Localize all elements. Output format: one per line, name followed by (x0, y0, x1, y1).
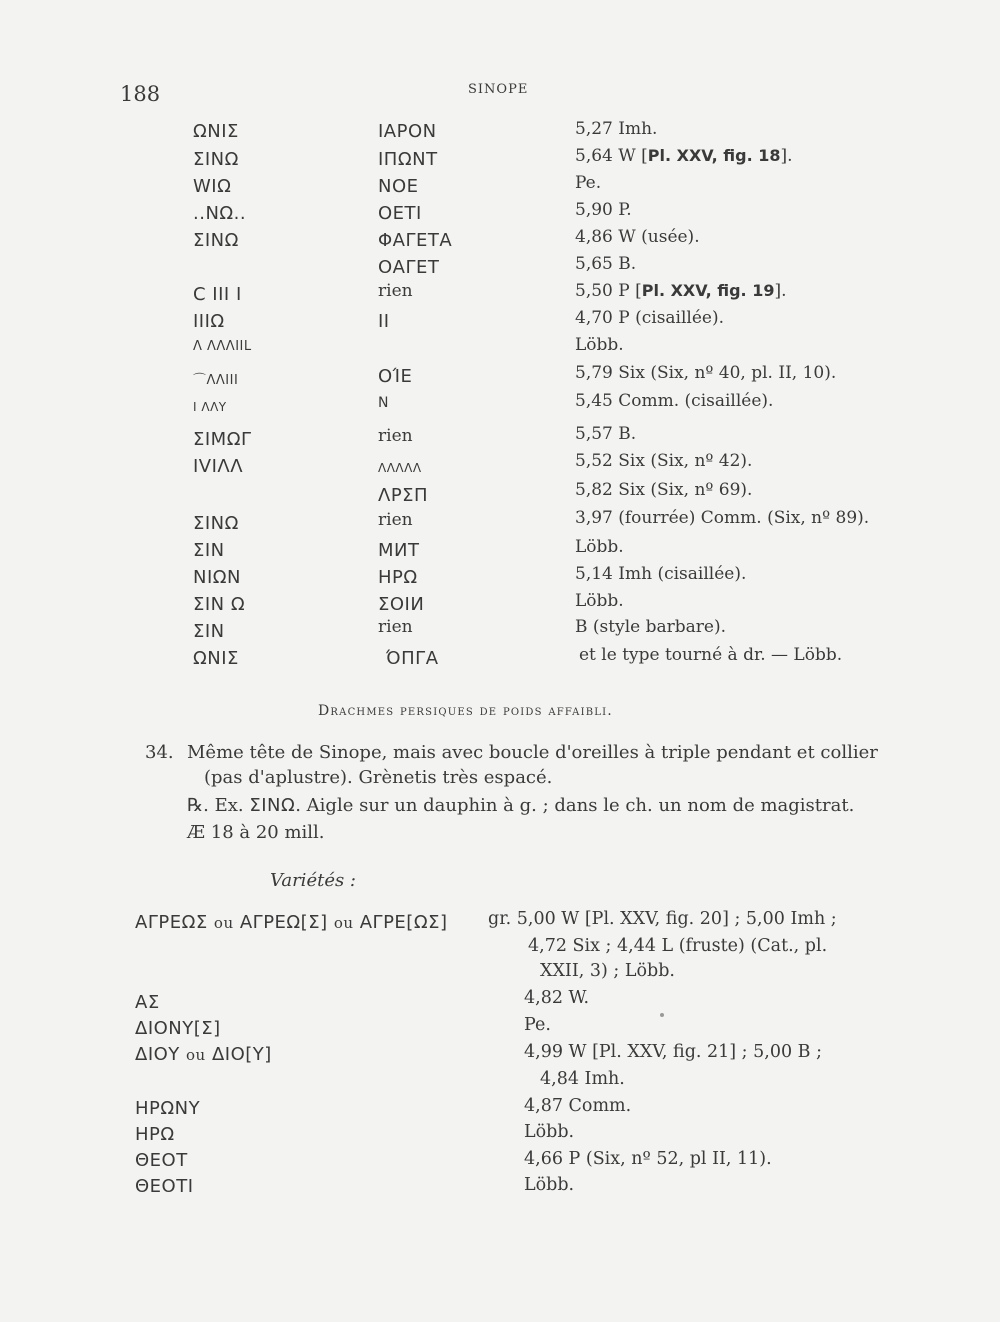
weight-source: 5,45 Comm. (cisaillée). (575, 391, 774, 411)
weight-source: 5,79 Six (Six, nº 40, pl. II, 10). (575, 363, 837, 383)
variety-values: 4,99 W [Pl. XXV, fig. 21] ; 5,00 B ; (524, 1042, 822, 1062)
legend-obverse: ΣΙΝΩ (193, 149, 239, 170)
legend-reverse: Ν (378, 395, 389, 411)
legend-obverse: ΣΙΝ Ω (193, 594, 246, 615)
varieties-title: Variétés : (270, 870, 357, 891)
entry-description: Même tête de Sinope, mais avec boucle d'oreilles à triple pendant et collier (187, 742, 878, 763)
variety-legend: ΑΓΡΕΩΣ ou ΑΓΡΕΩ[Σ] ou ΑΓΡΕ[ΩΣ] (135, 912, 448, 933)
print-speck (660, 1013, 664, 1017)
reverse-legend: ΣΙΝΩ (249, 795, 296, 816)
variety-values-cont: 4,72 Six ; 4,44 L (fruste) (Cat., pl. (528, 936, 828, 956)
weight-source: 5,27 Imh. (575, 119, 658, 139)
legend-reverse: ΟΑΓΕΤ (378, 257, 440, 278)
legend-obverse: ΝΙΩΝ (193, 567, 241, 588)
weight-source: 5,82 Six (Six, nº 69). (575, 480, 753, 500)
weight-source: et le type tourné à dr. — Löbb. (579, 645, 843, 665)
weight-source: B (style barbare). (575, 617, 726, 637)
weight-text-end: ]. (780, 146, 793, 166)
legend-obverse: IIIΩ (193, 311, 225, 332)
variety-values: 4,82 W. (524, 988, 590, 1008)
weight-source: 5,90 P. (575, 200, 632, 220)
legend-obverse: ΣΙΜΩΓ (193, 429, 252, 450)
weight-text-end: ]. (774, 281, 787, 301)
weight-source (575, 281, 787, 301)
weight-source: 5,57 B. (575, 424, 637, 444)
legend-reverse: II (378, 311, 390, 332)
legend-reverse: ΛΡΣΠ (378, 485, 429, 506)
variety-values-cont: XXII, 3) ; Löbb. (540, 961, 675, 981)
weight-source: 4,70 P (cisaillée). (575, 308, 725, 328)
section-title: Drachmes persiques de poids affaibli. (318, 703, 613, 719)
weight-source: 3,97 (fourrée) Comm. (Six, nº 89). (575, 508, 870, 528)
weight-source: Löbb. (575, 537, 624, 557)
legend-reverse: ΙΠΩΝΤ (378, 149, 438, 170)
legend-obverse: I ΛΛΥ (193, 400, 227, 414)
variety-legend: ΔΙΟΥ ou ΔΙΟ[Υ] (135, 1044, 272, 1065)
variety-values: Löbb. (524, 1122, 575, 1142)
variety-values: Pe. (524, 1015, 551, 1035)
variety-legend: ΔΙΟΝΥ[Σ] (135, 1018, 221, 1039)
variety-legend: ΗΡΩ (135, 1124, 175, 1145)
variety-values: Löbb. (524, 1175, 575, 1195)
variety-legend: ΘΕΟΤ (135, 1150, 188, 1171)
variety-values: 4,87 Comm. (524, 1096, 632, 1116)
legend-reverse: ΦΑΓΕΤΑ (378, 230, 453, 251)
variety-values-cont: 4,84 Imh. (540, 1069, 625, 1089)
legend-reverse: ΛΛΛΛΛ (378, 461, 422, 475)
plate-reference: Pl. XXV, fig. 19 (641, 281, 775, 300)
weight-source: Pe. (575, 173, 602, 193)
reverse-text: . Aigle sur un dauphin à g. ; dans le ch. un nom de magistrat. (295, 795, 855, 816)
reverse-description (187, 795, 854, 816)
legend-obverse: WIΩ (193, 176, 232, 197)
legend-obverse: C III I (193, 284, 242, 305)
plate-reference: Pl. XXV, fig. 18 (647, 146, 781, 165)
legend-obverse: ΩΝΙΣ (193, 648, 239, 669)
weight-source: Löbb. (575, 591, 624, 611)
legend-reverse: rien (378, 510, 413, 530)
reverse-prefix: ℞. Ex. (187, 795, 244, 816)
legend-obverse: ΣΙΝ (193, 540, 225, 561)
legend-obverse: ΣΙΝΩ (193, 513, 239, 534)
legend-obverse: IVIΛΛ (193, 456, 244, 477)
weight-source (575, 146, 793, 166)
legend-obverse: ..NΩ.. (193, 203, 247, 224)
entry-number: 34. (145, 742, 174, 763)
running-head: SINOPE (468, 82, 529, 97)
legend-obverse: ΩΝΙΣ (193, 121, 239, 142)
legend-reverse: IAPON (378, 121, 437, 142)
legend-reverse: ΌΠΓΑ (386, 648, 439, 669)
legend-reverse: OETI (378, 203, 422, 224)
legend-reverse: rien (378, 617, 413, 637)
legend-reverse: ΜИΤ (378, 540, 420, 561)
metal-size: Æ 18 à 20 mill. (187, 822, 325, 843)
weight-source: 4,86 W (usée). (575, 227, 700, 247)
legend-reverse: ΗΡΩ (378, 567, 418, 588)
weight-source: Löbb. (575, 335, 624, 355)
weight-source: 5,14 Imh (cisaillée). (575, 564, 747, 584)
legend-reverse: rien (378, 281, 413, 301)
variety-values: 4,66 P (Six, nº 52, pl II, 11). (524, 1149, 772, 1169)
variety-values: gr. 5,00 W [Pl. XXV, fig. 20] ; 5,00 Imh ; (488, 909, 837, 929)
legend-obverse: ⌒ΛΛΙΙΙ (193, 373, 239, 388)
entry-description-cont: (pas d'aplustre). Grènetis très espacé. (204, 767, 553, 788)
weight-source: 5,52 Six (Six, nº 42). (575, 451, 753, 471)
legend-obverse: ΣΙΝΩ (193, 230, 239, 251)
weight-text: 5,50 P [ (575, 281, 642, 301)
weight-source: 5,65 B. (575, 254, 637, 274)
legend-reverse: ΣΟΙИ (378, 594, 425, 615)
legend-reverse: NOE (378, 176, 419, 197)
page-number: 188 (120, 82, 161, 106)
legend-reverse: OΊE (378, 366, 413, 387)
variety-legend: ΑΣ (135, 992, 160, 1013)
legend-obverse: ΣΙΝ (193, 621, 225, 642)
legend-obverse: Λ ΛΛΛΙΙL (193, 339, 252, 354)
legend-reverse: rien (378, 426, 413, 446)
variety-legend: ΘΕΟΤΙ (135, 1176, 194, 1197)
weight-text: 5,64 W [ (575, 146, 648, 166)
variety-legend: ΗΡΩΝΥ (135, 1098, 201, 1119)
